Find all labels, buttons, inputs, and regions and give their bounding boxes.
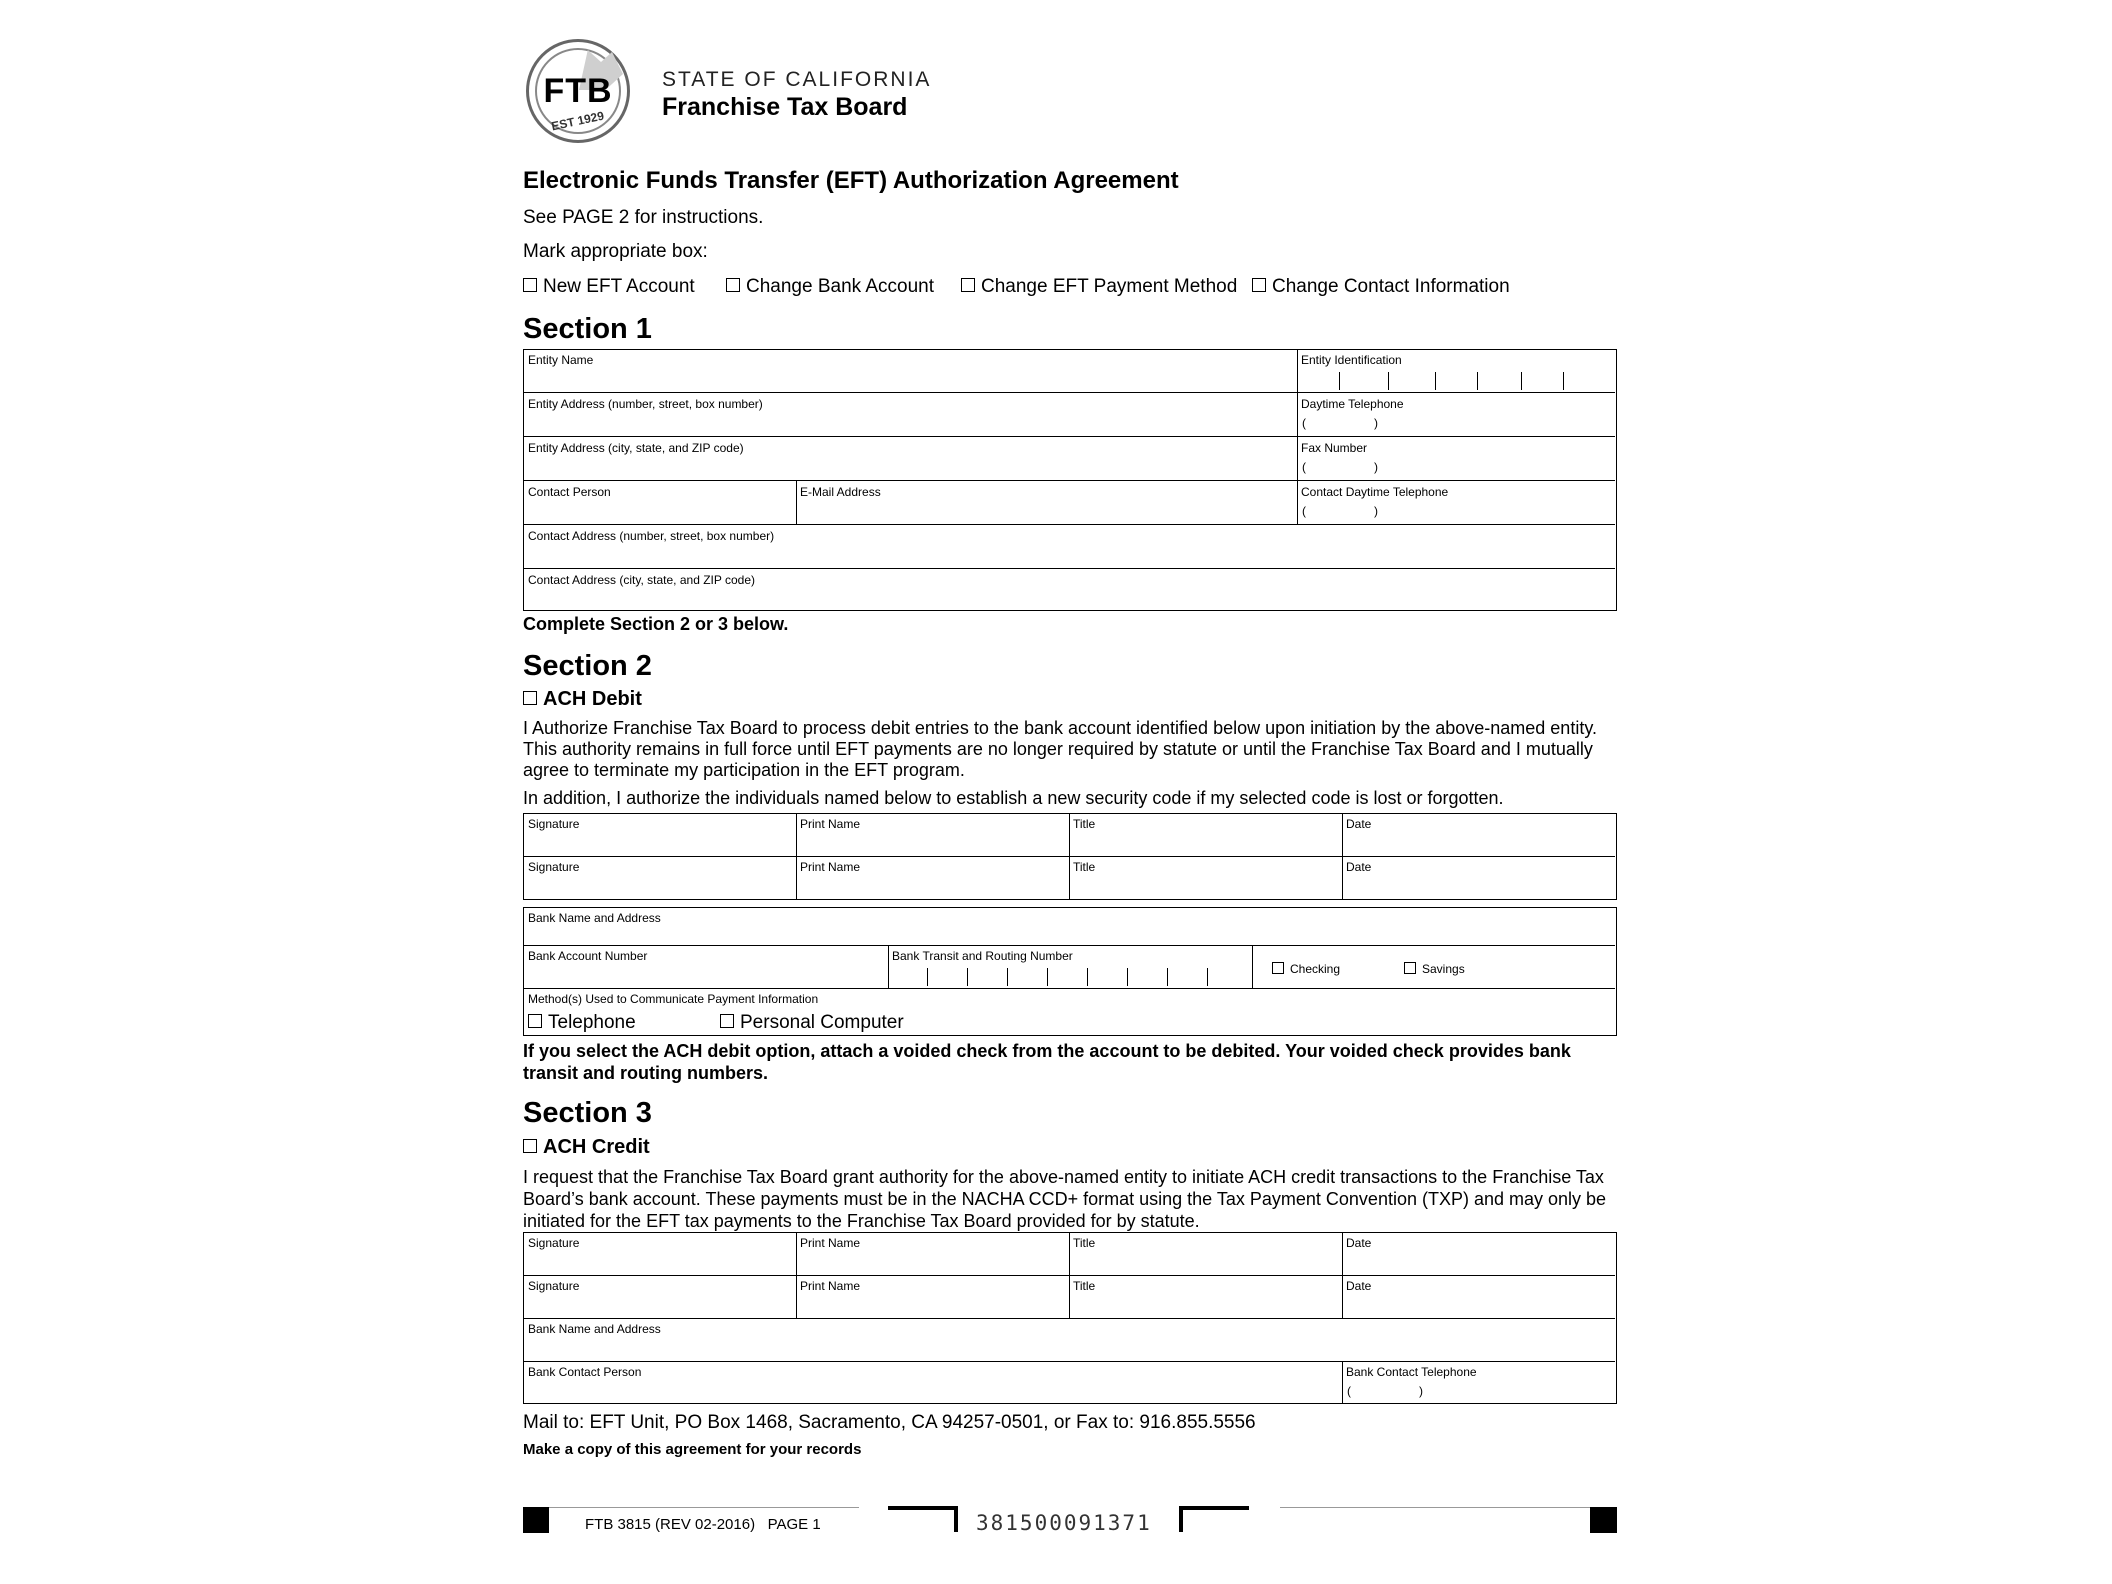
option-new-eft-account[interactable] <box>523 276 695 298</box>
bank-contact-person-field[interactable]: Bank Contact Person <box>528 1365 642 1379</box>
print-name-field[interactable]: Print Name <box>800 817 861 831</box>
paren-open: ( <box>1347 1384 1351 1398</box>
option-label: Telephone <box>548 1012 636 1033</box>
signature-field[interactable]: Signature <box>528 817 580 831</box>
ach-debit-authorization-text: I Authorize Franchise Tax Board to process debit entries to the bank account identified below upon initiation by the above-named entity. This authority remains in full force until EFT payments are no longer required by statute or until the Franchise Tax Board and I mutually agree to terminate my participation in the EFT program. <box>523 718 1597 780</box>
bank-name-address-field[interactable]: Bank Name and Address <box>528 1322 661 1336</box>
form-id: FTB 3815 (REV 02-2016) PAGE 1 <box>585 1516 821 1533</box>
date-field[interactable]: Date <box>1346 817 1372 831</box>
fax-number-field[interactable]: Fax Number <box>1301 441 1368 455</box>
mail-to-address: Mail to: EFT Unit, PO Box 1468, Sacramento, CA 94257-0501, or Fax to: 916.855.5556 <box>523 1412 1256 1433</box>
contact-telephone-field[interactable]: Contact Daytime Telephone <box>1301 485 1449 499</box>
corner-mark <box>888 1506 958 1532</box>
section-2-heading: Section 2 <box>523 650 652 682</box>
entity-address-street-field[interactable]: Entity Address (number, street, box number) <box>528 397 763 411</box>
date-field[interactable]: Date <box>1346 860 1372 874</box>
checkbox-icon[interactable] <box>720 1014 734 1028</box>
ach-credit-option[interactable] <box>523 1136 650 1159</box>
option-label: Personal Computer <box>740 1012 904 1033</box>
paren-open: ( <box>1302 416 1306 430</box>
section-1-table <box>523 349 1617 611</box>
checkbox-icon[interactable] <box>1404 962 1416 974</box>
signature-field[interactable]: Signature <box>528 1236 580 1250</box>
corner-mark <box>1179 1506 1249 1532</box>
ftb-logo <box>526 39 630 143</box>
footer-rule <box>1280 1507 1590 1508</box>
agency-name: Franchise Tax Board <box>662 93 908 121</box>
option-label: ACH Credit <box>543 1136 650 1158</box>
title-field[interactable]: Title <box>1073 860 1096 874</box>
checkbox-icon[interactable] <box>726 278 740 292</box>
contact-person-field[interactable]: Contact Person <box>528 485 611 499</box>
entity-name-field[interactable]: Entity Name <box>528 353 594 367</box>
option-change-eft-payment-method[interactable] <box>961 276 1237 298</box>
contact-address-street-field[interactable]: Contact Address (number, street, box number) <box>528 529 775 543</box>
entity-address-city-field[interactable]: Entity Address (city, state, and ZIP code) <box>528 441 744 455</box>
ach-debit-option[interactable] <box>523 688 642 711</box>
mark-box-label: Mark appropriate box: <box>523 241 708 262</box>
option-label: Change EFT Payment Method <box>981 276 1238 297</box>
title-field[interactable]: Title <box>1073 1236 1096 1250</box>
page-title: Electronic Funds Transfer (EFT) Authorization Agreement <box>523 167 1179 194</box>
voided-check-note: If you select the ACH debit option, attach a voided check from the account to be debited. Your voided check provides bank transit and routing numbers. <box>523 1041 1571 1083</box>
paren-open: ( <box>1302 460 1306 474</box>
title-field[interactable]: Title <box>1073 1279 1096 1293</box>
registration-mark <box>523 1507 549 1533</box>
paren-close: ) <box>1374 416 1378 430</box>
print-name-field[interactable]: Print Name <box>800 1236 861 1250</box>
checkbox-icon[interactable] <box>961 278 975 292</box>
daytime-telephone-field[interactable]: Daytime Telephone <box>1301 397 1404 411</box>
bank-name-address-field[interactable]: Bank Name and Address <box>528 911 661 925</box>
logo-text: FTB <box>543 72 613 110</box>
option-label: Savings <box>1422 962 1465 976</box>
checkbox-icon[interactable] <box>523 691 537 705</box>
checkbox-icon[interactable] <box>1272 962 1284 974</box>
ach-credit-authorization-text: I request that the Franchise Tax Board grant authority for the above-named entity to initiate ACH credit transactions to the Franchise Tax Board’s bank account. These payments must be in the NACHA CCD+ format using the Tax Payment Convention (TXP) and may only be initiated for the EFT tax payments to the Franchise Tax Board provided for by statute. <box>523 1167 1607 1231</box>
section-3-table <box>523 1232 1617 1404</box>
option-label: Checking <box>1290 962 1341 976</box>
option-label: ACH Debit <box>543 688 642 710</box>
option-change-contact-information[interactable] <box>1252 276 1510 298</box>
paren-close: ) <box>1374 460 1378 474</box>
section-2-signature-table <box>523 813 1617 900</box>
entity-id-field[interactable]: Entity Identification <box>1301 353 1402 367</box>
contact-address-city-field[interactable]: Contact Address (city, state, and ZIP code) <box>528 573 755 587</box>
print-name-field[interactable]: Print Name <box>800 1279 861 1293</box>
security-code-authorization-text: In addition, I authorize the individuals named below to establish a new security code if my selected code is lost or forgotten. <box>523 788 1504 808</box>
email-address-field[interactable]: E-Mail Address <box>800 485 881 499</box>
bank-contact-telephone-field[interactable]: Bank Contact Telephone <box>1346 1365 1477 1379</box>
option-change-bank-account[interactable] <box>726 276 934 298</box>
date-field[interactable]: Date <box>1346 1236 1372 1250</box>
option-label: Change Bank Account <box>746 276 935 297</box>
checkbox-icon[interactable] <box>528 1014 542 1028</box>
method-telephone-option[interactable] <box>528 1012 636 1034</box>
footer-rule <box>549 1507 859 1508</box>
title-field[interactable]: Title <box>1073 817 1096 831</box>
instructions-note: See PAGE 2 for instructions. <box>523 207 764 228</box>
checking-option[interactable] <box>1272 962 1340 976</box>
logo-est: EST 1929 <box>550 108 606 134</box>
section-2-bank-table <box>523 907 1617 1036</box>
option-label: New EFT Account <box>543 276 695 297</box>
payment-methods-label: Method(s) Used to Communicate Payment Information <box>528 992 819 1006</box>
agency-state: STATE OF CALIFORNIA <box>662 68 932 91</box>
barcode-number: 381500091371 <box>976 1511 1152 1535</box>
routing-number-field[interactable]: Bank Transit and Routing Number <box>892 949 1073 963</box>
section-1-note: Complete Section 2 or 3 below. <box>523 614 789 634</box>
signature-field[interactable]: Signature <box>528 1279 580 1293</box>
method-personal-computer-option[interactable] <box>720 1012 904 1034</box>
signature-field[interactable]: Signature <box>528 860 580 874</box>
paren-close: ) <box>1374 504 1378 518</box>
copy-records-note: Make a copy of this agreement for your records <box>523 1441 862 1458</box>
print-name-field[interactable]: Print Name <box>800 860 861 874</box>
date-field[interactable]: Date <box>1346 1279 1372 1293</box>
paren-open: ( <box>1302 504 1306 518</box>
checkbox-icon[interactable] <box>523 278 537 292</box>
section-1-heading: Section 1 <box>523 313 652 345</box>
checkbox-icon[interactable] <box>1252 278 1266 292</box>
option-label: Change Contact Information <box>1272 276 1510 297</box>
registration-mark <box>1590 1507 1617 1533</box>
paren-close: ) <box>1419 1384 1423 1398</box>
checkbox-icon[interactable] <box>523 1139 537 1153</box>
bank-account-number-field[interactable]: Bank Account Number <box>528 949 648 963</box>
savings-option[interactable] <box>1404 962 1465 976</box>
section-3-heading: Section 3 <box>523 1097 652 1129</box>
